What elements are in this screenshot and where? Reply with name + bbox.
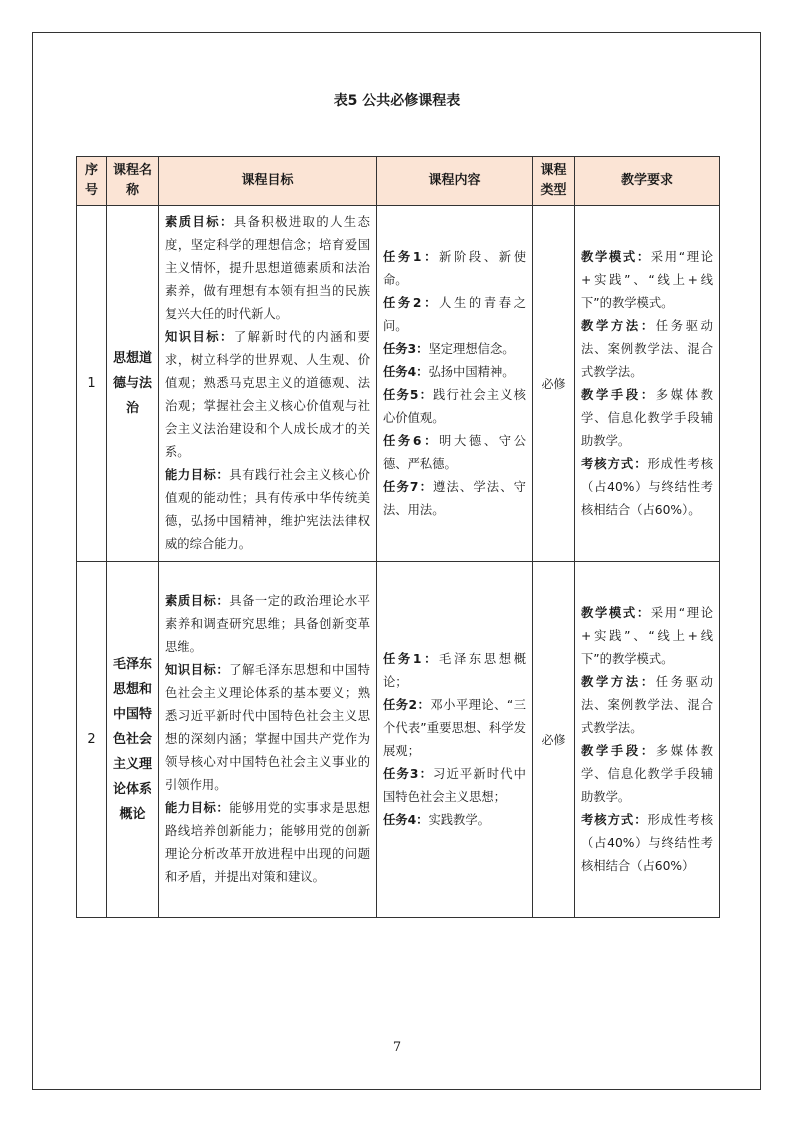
header-name: 课程名称 [107,157,159,206]
content-item: 任务5：践行社会主义核心价值观。 [383,387,526,425]
course-goal [159,206,377,562]
header-type: 课程类型 [533,157,575,206]
req-item: 考核方式：形成性考核（占40%）与终结性考核相结合（占60%） [581,812,713,873]
content-item: 任务3：习近平新时代中国特色社会主义思想； [383,766,526,804]
content-item: 任务7：遵法、学法、守法、用法。 [383,479,526,517]
req-item: 教学方法：任务驱动法、案例教学法、混合式教学法。 [581,318,713,379]
header-num: 序号 [77,157,107,206]
goal-item: 能力目标：具有践行社会主义核心价值观的能动性；具有传承中华传统美德，弘扬中国精神，维护宪法法律权威的综合能力。 [165,468,370,551]
header-row [77,157,720,206]
content-item: 任务1：毛泽东思想概论； [383,651,526,689]
req-item: 教学模式：采用“理论+实践”、“线上+线下”的教学模式。 [581,249,713,310]
course-content [377,562,533,918]
req-item: 教学方法：任务驱动法、案例教学法、混合式教学法。 [581,674,713,735]
goal-item: 素质目标：具备积极进取的人生态度，坚定科学的理想信念；培育爱国主义情怀，提升思想道德素质和法治素养，做有理想有本领有担当的民族复兴大任的时代新人。 [165,215,370,321]
course-table [76,156,720,918]
goal-item: 知识目标：了解新时代的内涵和要求，树立科学的世界观、人生观、价值观；熟悉马克思主义的道德观、法治观；掌握社会主义核心价值观与社会主义法治建设和个人成长成才的关系。 [165,330,370,459]
row-number: 1 [77,206,107,562]
req-item: 考核方式：形成性考核（占40%）与终结性考核相结合（占60%）。 [581,456,713,517]
table-row [77,206,720,562]
teaching-requirement [575,562,720,918]
table-row [77,562,720,918]
row-number: 2 [77,562,107,918]
course-type: 必修 [533,562,575,918]
req-item: 教学手段：多媒体教学、信息化教学手段辅助教学。 [581,387,713,448]
content-item: 任务1：新阶段、新使命。 [383,249,526,287]
goal-item: 能力目标：能够用党的实事求是思想路线培养创新能力；能够用党的创新理论分析改革开放进程中出现的问题和矛盾，并提出对策和建议。 [165,801,370,884]
course-content [377,206,533,562]
content-item: 任务2：邓小平理论、“三个代表”重要思想、科学发展观； [383,697,527,758]
req-item: 教学手段：多媒体教学、信息化教学手段辅助教学。 [581,743,713,804]
content-item: 任务3：坚定理想信念。 [383,341,515,356]
page-number: 7 [392,1040,402,1055]
header-goal: 课程目标 [159,157,377,206]
table-title: 表5 公共必修课程表 [333,93,461,109]
req-item: 教学模式：采用“理论+实践”、“线上+线下”的教学模式。 [581,605,713,666]
content-item: 任务4：弘扬中国精神。 [383,364,515,379]
teaching-requirement [575,206,720,562]
course-type: 必修 [533,206,575,562]
header-req: 教学要求 [575,157,720,206]
header-content: 课程内容 [377,157,533,206]
course-name: 思想道德与法治 [107,206,159,562]
course-name: 毛泽东思想和中国特色社会主义理论体系概论 [107,562,159,918]
goal-item: 知识目标：了解毛泽东思想和中国特色社会主义理论体系的基本要义；熟悉习近平新时代中国特色社会主义思想的深刻内涵；掌握中国共产党作为领导核心对中国特色社会主义事业的引领作用。 [165,663,370,792]
content-item: 任务6：明大德、守公德、严私德。 [383,433,526,471]
goal-item: 素质目标：具备一定的政治理论水平素养和调查研究思维；具备创新变革思维。 [165,594,370,654]
course-goal [159,562,377,918]
content-item: 任务2：人生的青春之问。 [383,295,526,333]
content-item: 任务4：实践教学。 [383,812,490,827]
